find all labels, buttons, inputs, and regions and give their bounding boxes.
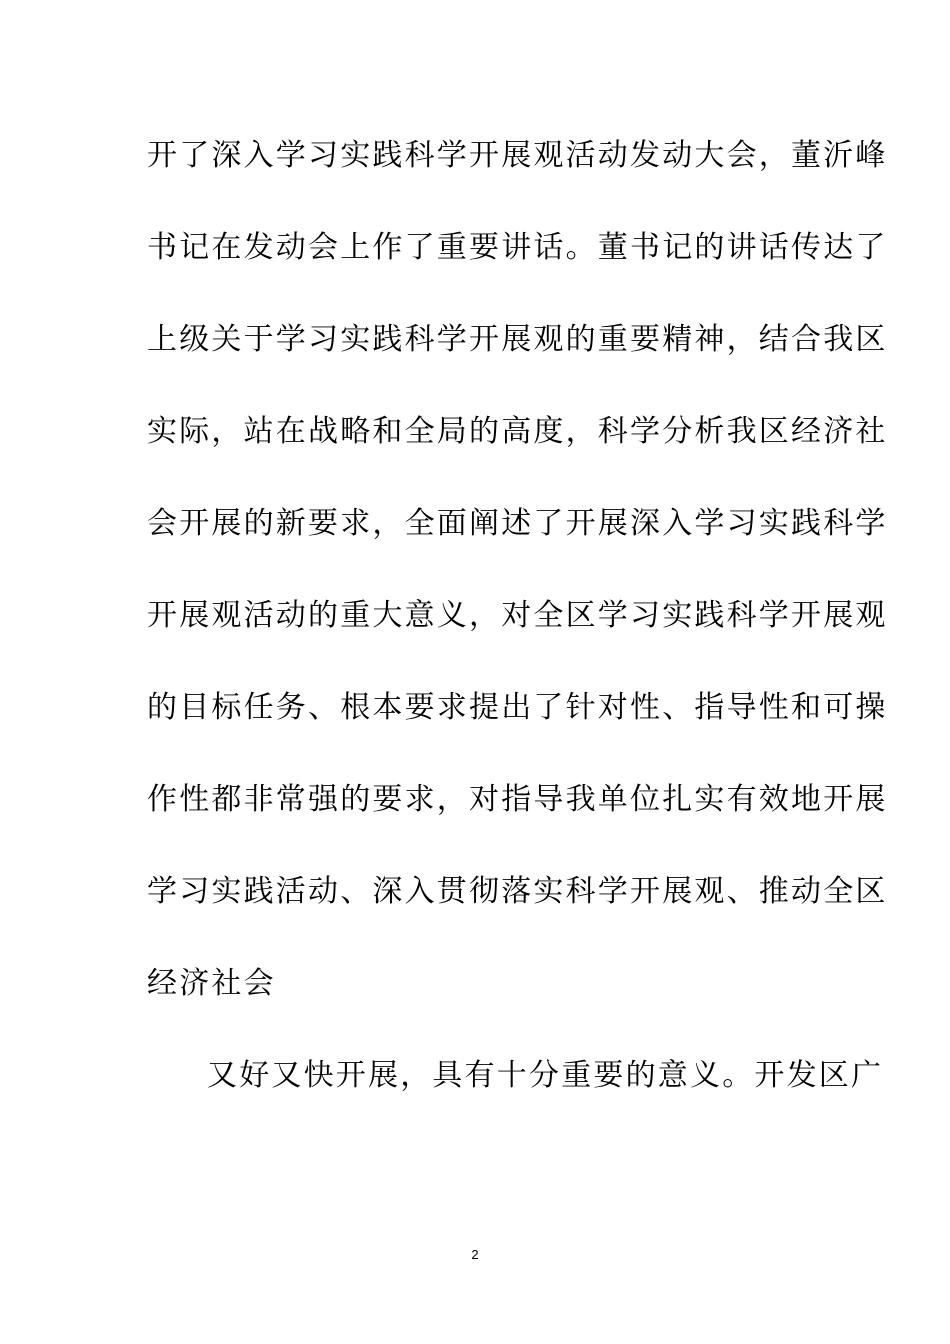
body-text-line: 经济社会 — [147, 966, 276, 1001]
body-text-line: 学习实践活动、深入贯彻落实科学开展观、推动全区 — [147, 874, 888, 909]
body-text-line: 的目标任务、根本要求提出了针对性、指导性和可操 — [147, 690, 888, 725]
body-text-line: 会开展的新要求，全面阐述了开展深入学习实践科学 — [147, 506, 888, 541]
body-text-line: 书记在发动会上作了重要讲话。董书记的讲话传达了 — [147, 230, 888, 265]
body-text-line: 上级关于学习实践科学开展观的重要精神，结合我区 — [147, 322, 888, 357]
body-text-line: 实际，站在战略和全局的高度，科学分析我区经济社 — [147, 414, 888, 449]
body-text-line: 作性都非常强的要求，对指导我单位扎实有效地开展 — [147, 782, 888, 817]
body-text-line: 开了深入学习实践科学开展观活动发动大会，董沂峰 — [147, 138, 888, 173]
body-text-line: 开展观活动的重大意义，对全区学习实践科学开展观 — [147, 598, 888, 633]
page-number: 2 — [471, 1247, 479, 1262]
paragraph-first-line: 又好又快开展，具有十分重要的意义。开发区广 — [207, 1058, 884, 1093]
